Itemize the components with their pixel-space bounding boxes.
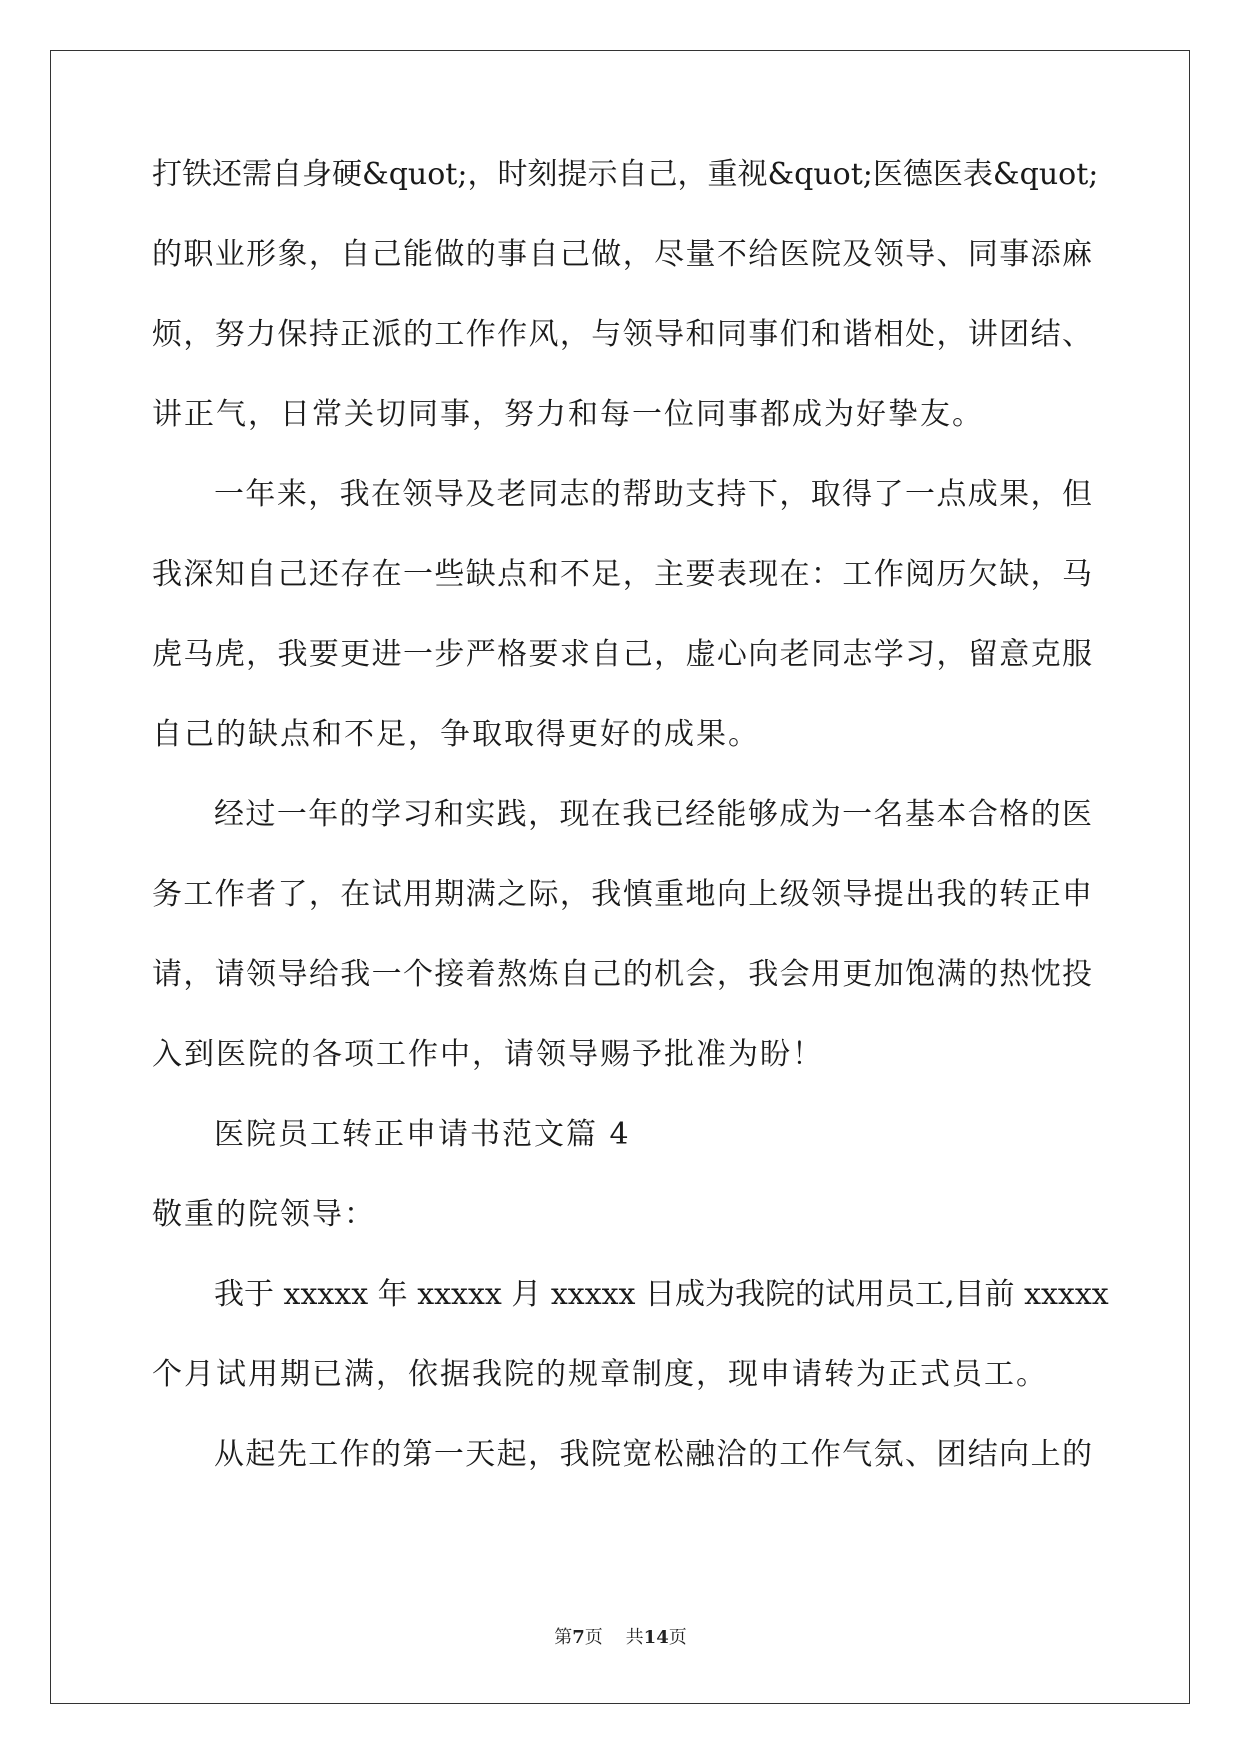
total-page-count: 14 (643, 1627, 669, 1648)
text-line: 请，请领导给我一个接着熬炼自己的机会，我会用更加饱满的热忱投 (152, 957, 1092, 992)
text-line: 虎马虎，我要更进一步严格要求自己，虚心向老同志学习，留意克服 (152, 637, 1092, 672)
text-line: 的职业形象，自己能做的事自己做，尽量不给医院及领导、同事添麻 (152, 237, 1092, 272)
text-line: 打铁还需自身硬&quot;，时刻提示自己，重视&quot;医德医表&quot; (152, 157, 1099, 192)
footer-prefix: 第 (554, 1627, 573, 1648)
footer-suffix: 页 (668, 1627, 687, 1648)
current-page-number: 7 (572, 1627, 585, 1648)
paragraph-first-line: 从起先工作的第一天起，我院宽松融洽的工作气氛、团结向上的 (214, 1437, 1092, 1472)
text-line: 自己的缺点和不足，争取取得更好的成果。 (152, 717, 760, 752)
footer-middle: 页 共 (584, 1627, 644, 1648)
salutation: 敬重的院领导： (152, 1197, 376, 1232)
paragraph-first-line: 我于 xxxxx 年 xxxxx 月 xxxxx 日成为我院的试用员工,目前 xxxxx (214, 1277, 1109, 1312)
text-line: 讲正气，日常关切同事，努力和每一位同事都成为好挚友。 (152, 397, 984, 432)
text-line: 入到医院的各项工作中，请领导赐予批准为盼！ (152, 1037, 824, 1072)
text-line: 我深知自己还存在一些缺点和不足，主要表现在：工作阅历欠缺，马 (152, 557, 1092, 592)
paragraph-first-line: 经过一年的学习和实践，现在我已经能够成为一名基本合格的医 (214, 797, 1092, 832)
text-line: 务工作者了，在试用期满之际，我慎重地向上级领导提出我的转正申 (152, 877, 1092, 912)
section-heading: 医院员工转正申请书范文篇 4 (214, 1117, 631, 1152)
text-line: 个月试用期已满，依据我院的规章制度，现申请转为正式员工。 (152, 1357, 1048, 1392)
page-footer (0, 1628, 1241, 1648)
document-body (152, 157, 1109, 1520)
paragraph-first-line: 一年来，我在领导及老同志的帮助支持下，取得了一点成果，但 (214, 477, 1092, 512)
text-line: 烦，努力保持正派的工作作风，与领导和同事们和谐相处，讲团结、 (152, 317, 1092, 352)
